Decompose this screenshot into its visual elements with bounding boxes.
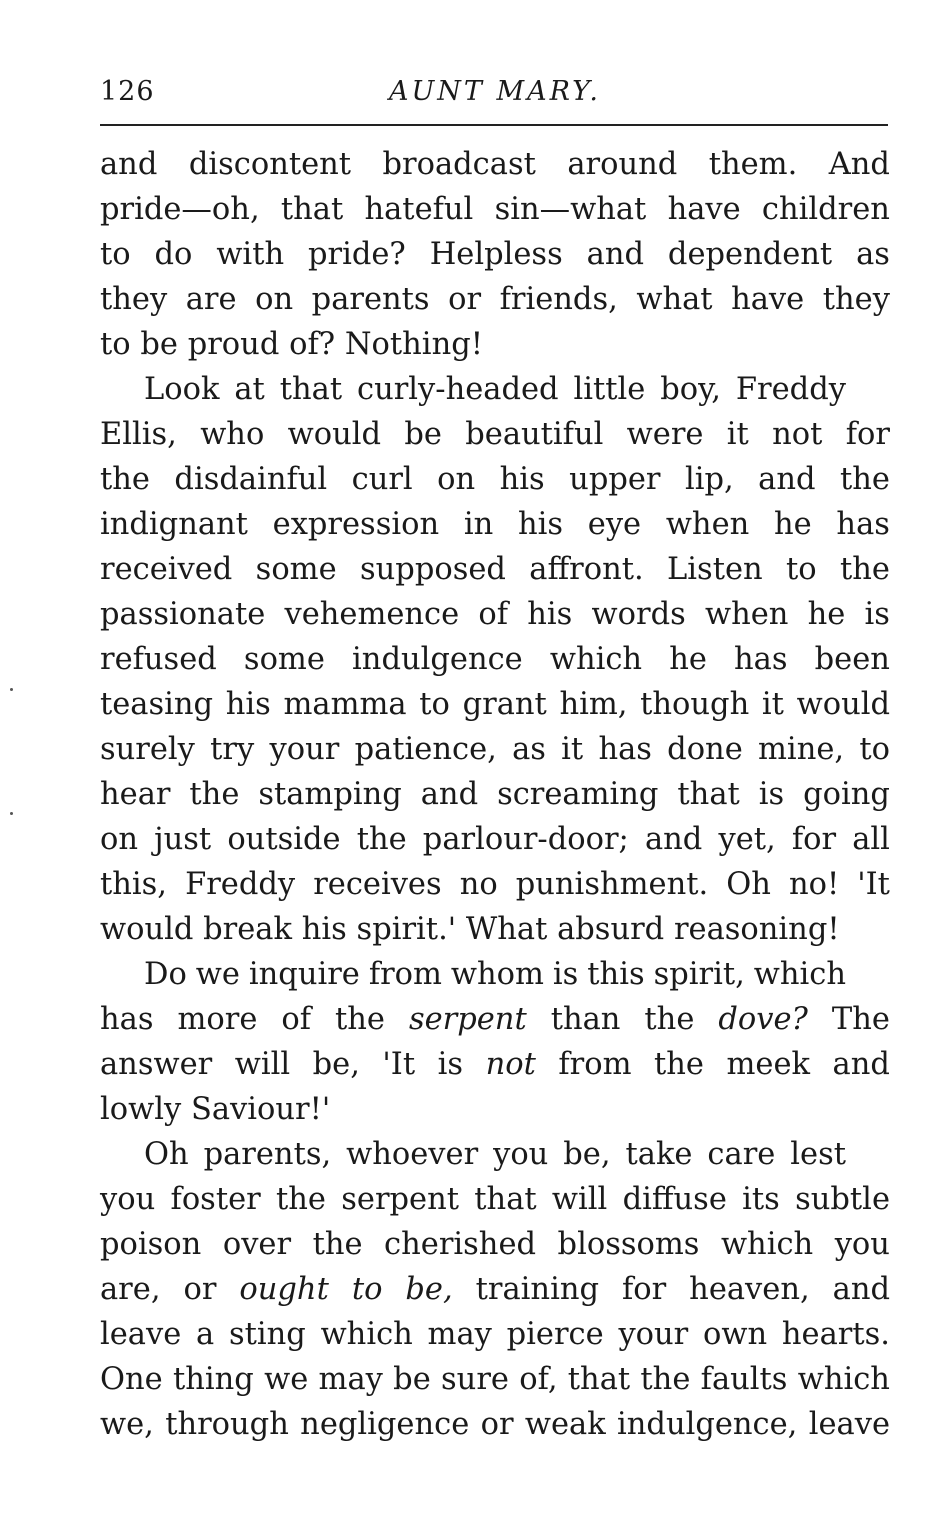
text-line: you foster the serpent that will diffuse its subtle bbox=[100, 1182, 890, 1217]
text-line: refused some indulgence which he has been bbox=[100, 642, 890, 677]
text-line: One thing we may be sure of, that the faults which bbox=[100, 1362, 890, 1397]
text-line: and discontent broadcast around them. And bbox=[100, 147, 890, 182]
running-title: AUNT MARY. bbox=[388, 76, 602, 107]
text-line: Look at that curly-headed little boy, Freddy bbox=[144, 372, 846, 407]
body-text bbox=[100, 142, 890, 1447]
text-line: Do we inquire from whom is this spirit, which bbox=[144, 957, 846, 992]
text-line: would break his spirit.' What absurd reasoning! bbox=[100, 912, 840, 947]
text-line: surely try your patience, as it has done mine, to bbox=[100, 732, 890, 767]
text-line: answer will be, 'It is not from the meek and bbox=[100, 1047, 890, 1082]
text-line: are, or ought to be, training for heaven, and bbox=[100, 1272, 890, 1307]
text-line: on just outside the parlour-door; and yet, for all bbox=[100, 822, 890, 857]
text-line: this, Freddy receives no punishment. Oh no! 'It bbox=[100, 867, 890, 902]
text-line: indignant expression in his eye when he has bbox=[100, 507, 890, 542]
text-line: to do with pride? Helpless and dependent as bbox=[100, 237, 890, 272]
text-line: the disdainful curl on his upper lip, and the bbox=[100, 462, 890, 497]
page-header bbox=[100, 76, 890, 116]
margin-speck bbox=[10, 812, 13, 815]
text-line: poison over the cherished blossoms which you bbox=[100, 1227, 890, 1262]
text-line: pride—oh, that hateful sin—what have children bbox=[100, 192, 890, 227]
text-line: we, through negligence or weak indulgence, leave bbox=[100, 1407, 890, 1442]
text-line: has more of the serpent than the dove? The bbox=[100, 1002, 890, 1037]
text-line: teasing his mamma to grant him, though it would bbox=[100, 687, 890, 722]
text-line: passionate vehemence of his words when he is bbox=[100, 597, 890, 632]
header-rule bbox=[100, 124, 888, 126]
text-line: hear the stamping and screaming that is going bbox=[100, 777, 890, 812]
page-number: 126 bbox=[100, 76, 155, 107]
text-line: lowly Saviour!' bbox=[100, 1092, 331, 1127]
text-line: to be proud of? Nothing! bbox=[100, 327, 483, 362]
text-line: Ellis, who would be beautiful were it not for bbox=[100, 417, 890, 452]
text-line: Oh parents, whoever you be, take care lest bbox=[144, 1137, 846, 1172]
text-line: leave a sting which may pierce your own hearts. bbox=[100, 1317, 890, 1352]
text-line: received some supposed affront. Listen to the bbox=[100, 552, 890, 587]
margin-speck bbox=[10, 688, 13, 691]
text-line: they are on parents or friends, what have they bbox=[100, 282, 890, 317]
